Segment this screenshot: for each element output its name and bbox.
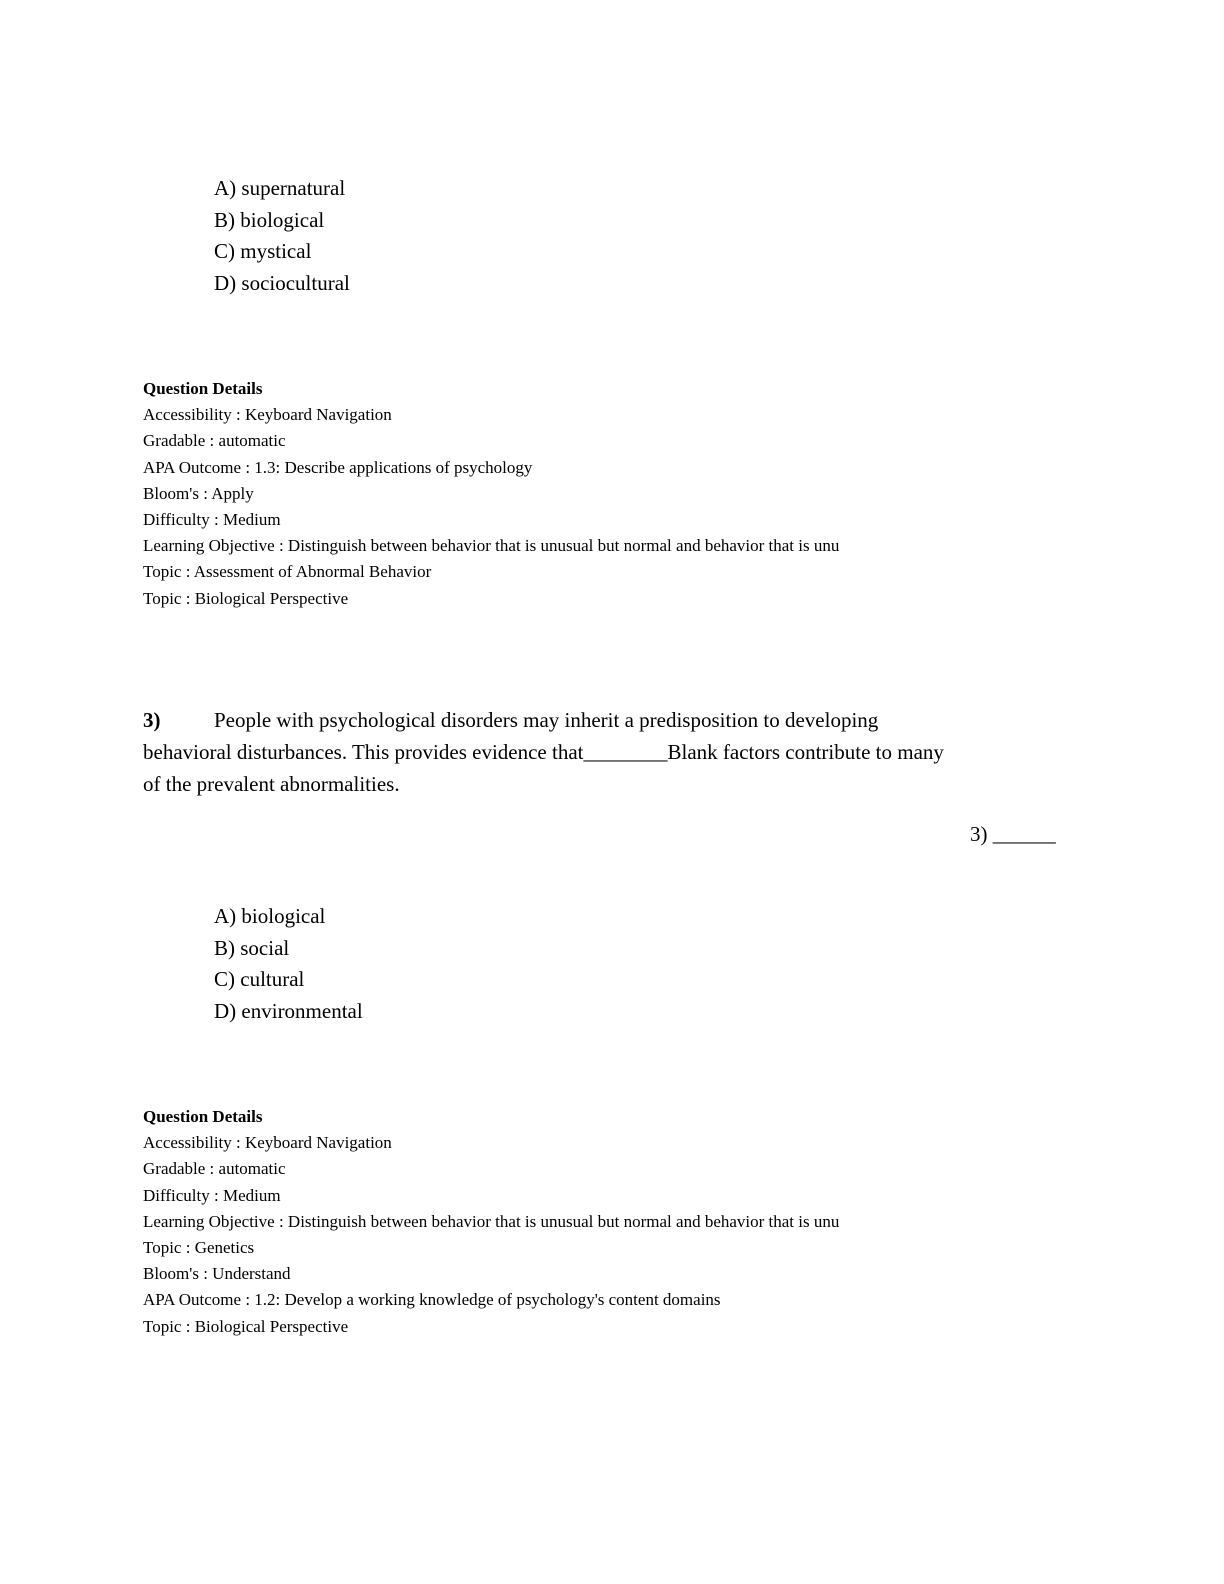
detail-apa-outcome: APA Outcome : 1.2: Develop a working knowledge of psychology's content domains [143, 1290, 721, 1310]
detail-difficulty: Difficulty : Medium [143, 510, 281, 530]
detail-gradable: Gradable : automatic [143, 1159, 286, 1179]
option-a: A) supernatural [214, 176, 346, 200]
question-number: 3) [143, 708, 161, 732]
question-text: of the prevalent abnormalities. [143, 772, 400, 796]
question-text: behavioral disturbances. This provides evidence that________Blank factors contribute to many [143, 740, 944, 764]
option-b: B) biological [214, 207, 325, 232]
detail-topic: Topic : Biological Perspective [143, 588, 349, 608]
detail-accessibility: Accessibility : Keyboard Navigation [143, 1133, 392, 1153]
detail-apa-outcome: APA Outcome : 1.3: Describe applications of psychology [143, 457, 533, 477]
question-3-options [214, 901, 363, 1027]
detail-learning-objective: Learning Objective : Distinguish between behavior that is unusual but normal and behavior that is unu [143, 536, 840, 556]
question-3 [143, 704, 1073, 800]
option-b: B) social [214, 935, 290, 960]
detail-topic: Topic : Genetics [143, 1238, 255, 1258]
question-3-details [143, 1104, 839, 1340]
details-title: Question Details [143, 1107, 263, 1126]
question-line [143, 704, 1073, 736]
option-c: C) cultural [214, 967, 305, 991]
option-d: D) sociocultural [214, 270, 350, 295]
detail-difficulty: Difficulty : Medium [143, 1185, 281, 1205]
option-d: D) environmental [214, 998, 363, 1023]
option-c: C) mystical [214, 239, 312, 263]
detail-blooms: Bloom's : Apply [143, 483, 254, 503]
details-title: Question Details [143, 379, 263, 398]
question-text: People with psychological disorders may inherit a predisposition to developing [214, 708, 879, 732]
option-a: A) biological [214, 904, 326, 928]
detail-topic: Topic : Biological Perspective [143, 1316, 349, 1336]
detail-gradable: Gradable : automatic [143, 431, 286, 451]
prev-question-details [143, 376, 839, 612]
detail-topic: Topic : Assessment of Abnormal Behavior [143, 562, 432, 582]
detail-blooms: Bloom's : Understand [143, 1264, 291, 1284]
detail-learning-objective: Learning Objective : Distinguish between behavior that is unusual but normal and behavior that is unu [143, 1211, 840, 1231]
answer-blank: 3) ______ [970, 822, 1056, 846]
prev-question-options [214, 173, 350, 299]
detail-accessibility: Accessibility : Keyboard Navigation [143, 405, 392, 425]
